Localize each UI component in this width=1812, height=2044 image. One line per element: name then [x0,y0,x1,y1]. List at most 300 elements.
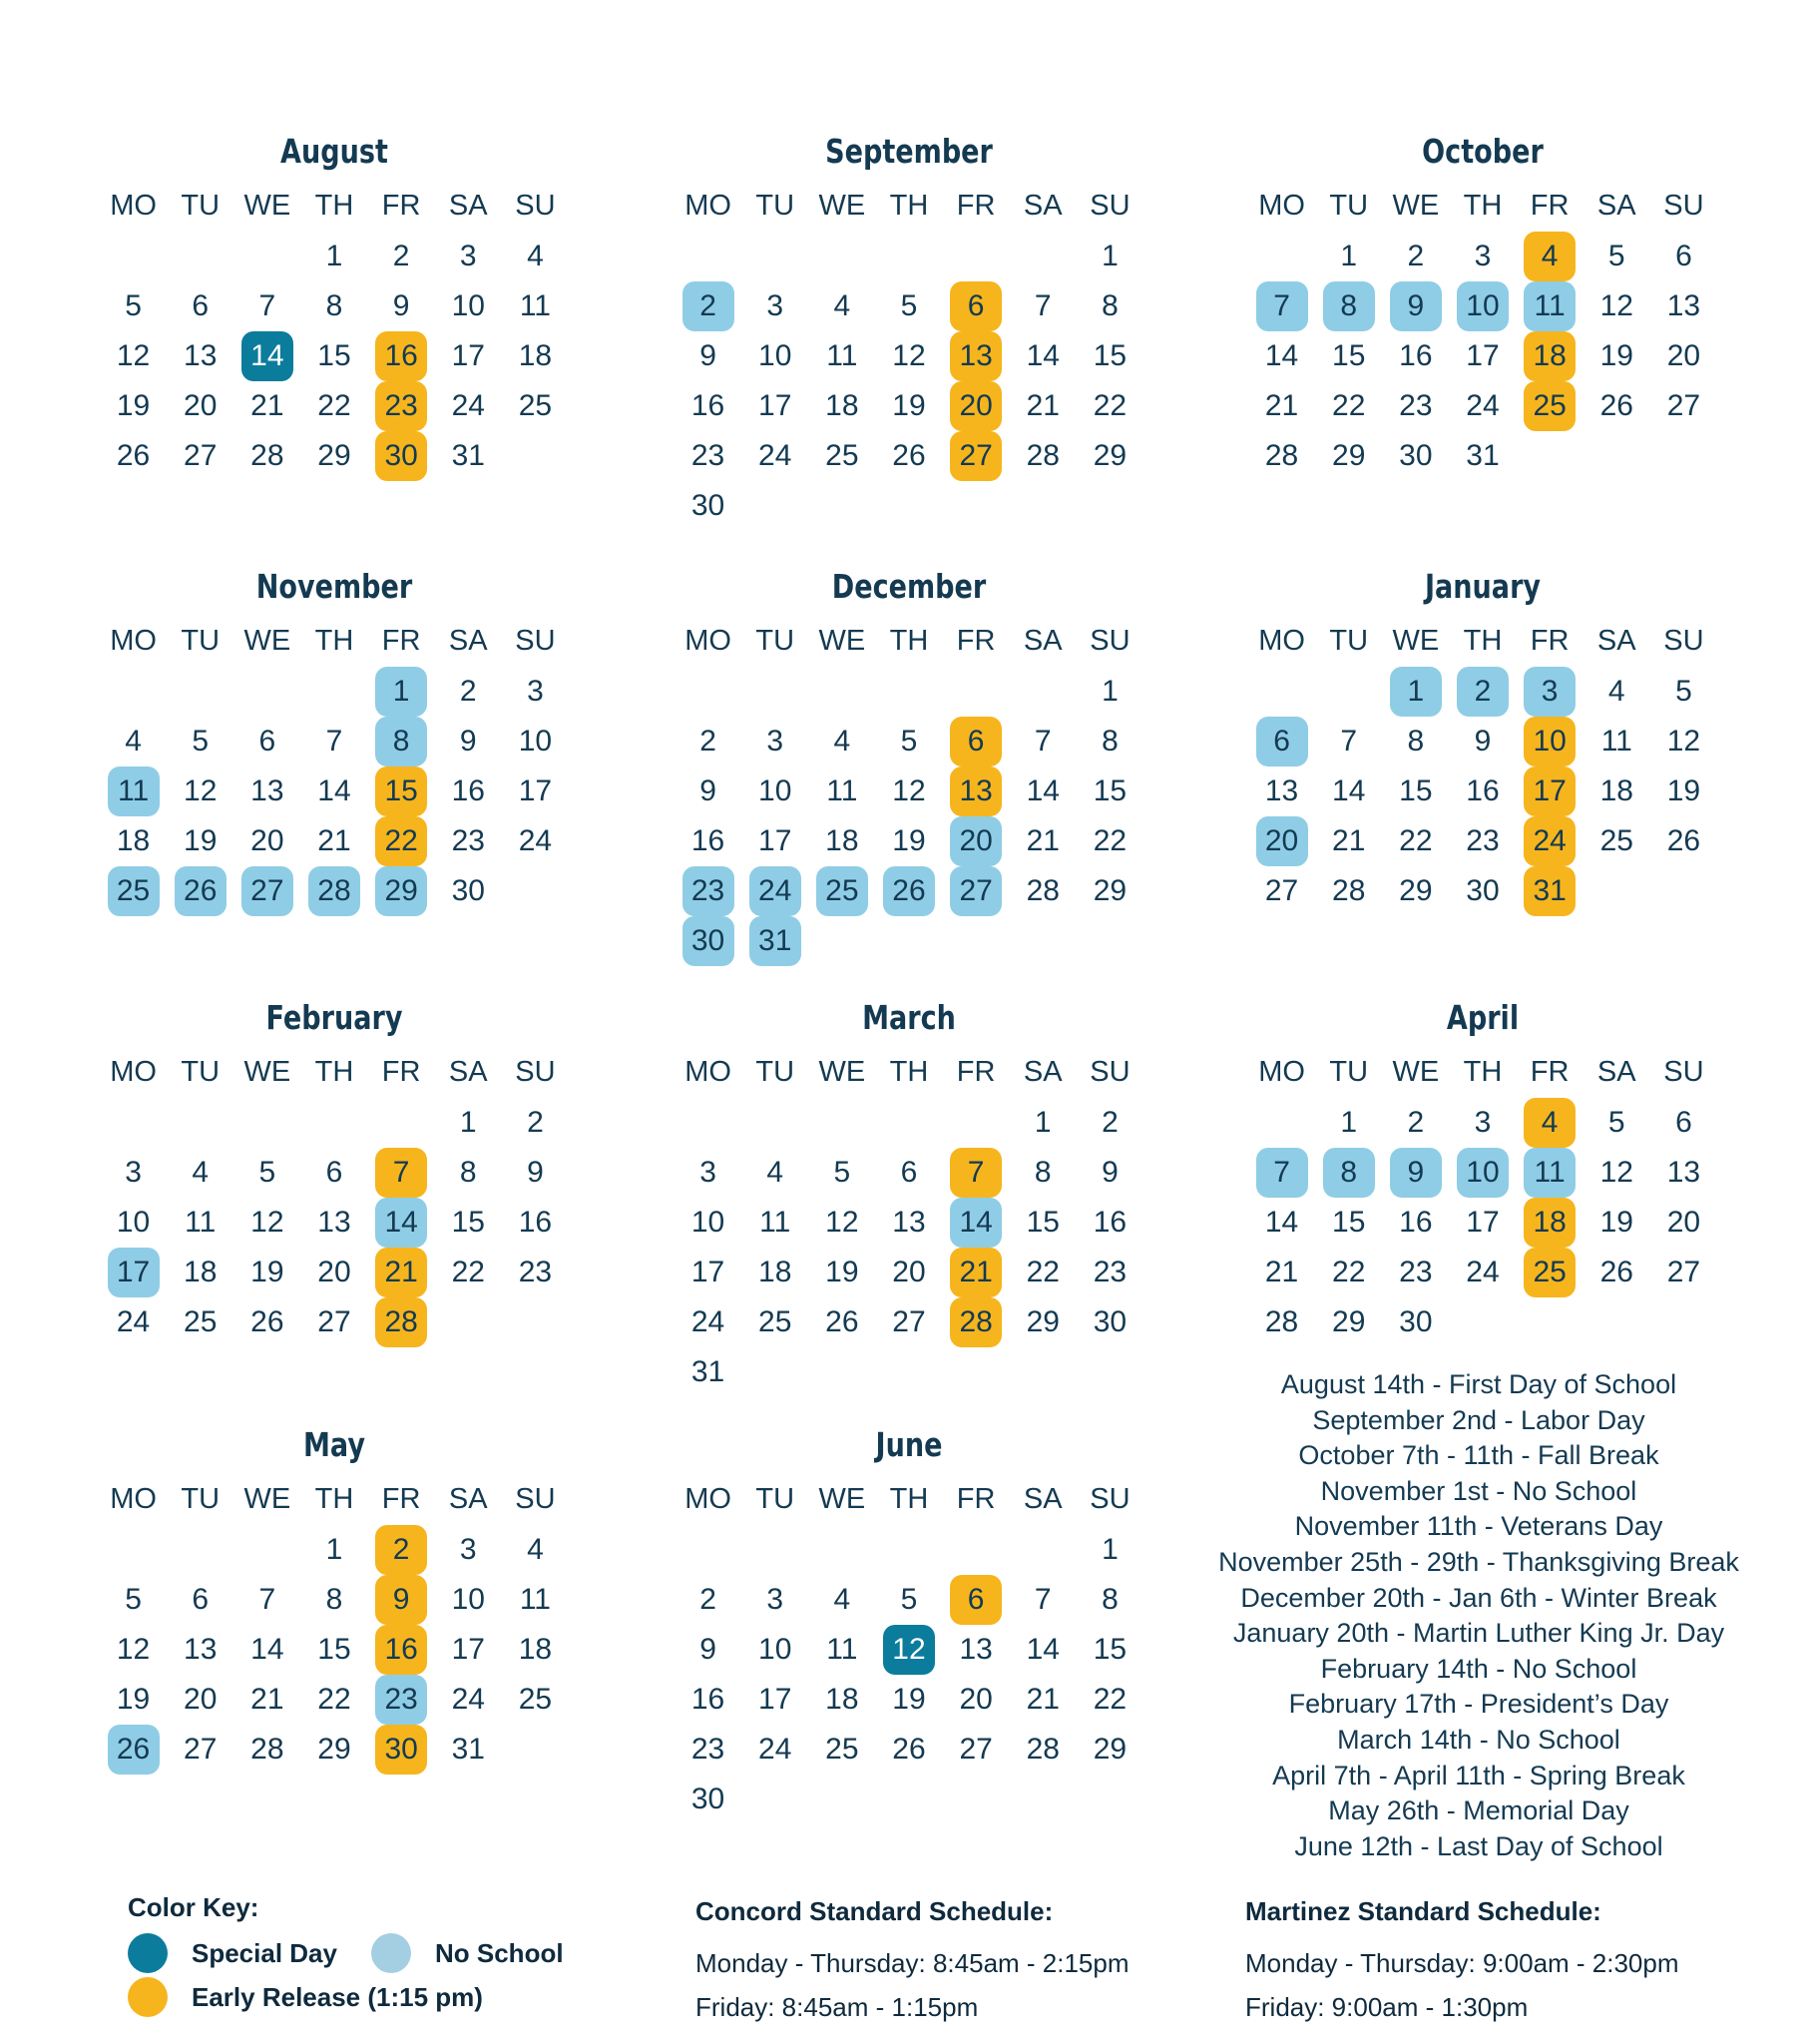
day-number: 2 [392,240,410,272]
empty-cell [1010,1525,1077,1575]
day-cell [300,1725,367,1775]
weekday-header: SU [1090,1056,1131,1088]
weekday-header: TU [755,190,795,222]
day-number: 29 [1399,874,1433,907]
day-cell [167,1198,233,1248]
day-cell [808,1625,875,1675]
day-number: 4 [766,1156,784,1189]
day-cell [1077,1297,1143,1347]
day-cell [300,1297,367,1347]
day-noschool: 17 [108,1248,160,1297]
empty-cell [1248,232,1315,281]
weekday-header: TU [1329,190,1369,222]
day-cell [875,1575,942,1625]
day-noschool: 11 [1524,281,1576,331]
day-cell [100,331,167,381]
day-cell [1449,1198,1516,1248]
day-number: 12 [116,339,151,372]
day-number: 1 [1102,675,1119,708]
martinez-friday-hours: Friday: 9:00am - 1:30pm [1245,1992,1529,2022]
day-cell [1584,1148,1650,1198]
empty-cell [167,1098,233,1148]
day-number: 29 [1026,1305,1060,1338]
concord-weekday-hours: Monday - Thursday: 8:45am - 2:15pm [695,1948,1130,1978]
no-school-label: No School [435,1937,564,1968]
day-cell [233,381,300,431]
day-cell [808,866,875,916]
day-noschool: 9 [1390,281,1442,331]
day-number: 7 [1034,1583,1052,1616]
weekday-header: MO [1258,625,1305,657]
day-cell [1315,766,1382,816]
day-cell [435,1575,502,1625]
day-cell [943,1675,1010,1725]
day-number: 28 [1026,874,1060,907]
weekday-header: SA [1596,1056,1636,1088]
day-cell [808,331,875,381]
weekday-header: SU [1090,625,1131,657]
day-number: 13 [250,774,284,807]
weekday-header: MO [1258,1056,1305,1088]
day-number: 12 [184,774,218,807]
day-number: 10 [116,1206,151,1239]
day-number: 6 [325,1156,343,1189]
day-cell [1315,232,1382,281]
day-number: 27 [959,1733,993,1766]
day-cell [875,816,942,866]
day-number: 18 [758,1256,792,1288]
day-cell [368,816,435,866]
day-cell [875,1725,942,1775]
day-number: 27 [317,1305,351,1338]
weekday-header: TU [181,1056,221,1088]
day-cell [233,866,300,916]
important-date-item: June 12th - Last Day of School [1294,1830,1663,1861]
day-cell [1382,1297,1449,1347]
day-early: 15 [375,766,427,816]
day-cell [808,1198,875,1248]
day-number: 27 [1666,1256,1701,1288]
day-cell [1010,331,1077,381]
empty-cell [875,232,942,281]
day-number: 22 [1332,389,1366,422]
weekday-header: SU [515,1483,556,1515]
day-number: 20 [184,389,218,422]
day-cell [435,431,502,481]
day-cell [1077,667,1143,717]
day-cell [1382,717,1449,766]
day-cell [435,667,502,717]
day-number: 16 [451,774,485,807]
day-number: 8 [1102,1583,1119,1616]
day-number: 10 [758,1633,792,1666]
day-cell [300,381,367,431]
day-number: 21 [317,824,351,857]
day-cell [435,1725,502,1775]
day-cell [675,1725,741,1775]
day-number: 29 [1332,439,1366,472]
weekday-header: SU [515,1056,556,1088]
day-cell [167,1725,233,1775]
day-cell [1382,232,1449,281]
day-number: 9 [527,1156,544,1189]
weekday-header: TH [314,625,354,657]
day-noschool: 10 [1457,1148,1509,1198]
month-title: August [280,132,388,171]
day-cell [435,766,502,816]
day-cell [1449,1248,1516,1297]
day-cell [1449,1098,1516,1148]
day-cell [675,1248,741,1297]
day-early: 30 [375,431,427,481]
day-number: 16 [1093,1206,1128,1239]
day-cell [435,717,502,766]
empty-cell [675,1098,741,1148]
day-noschool: 9 [1390,1148,1442,1198]
day-number: 14 [1026,1633,1060,1666]
day-number: 11 [1600,725,1632,758]
day-number: 4 [192,1156,210,1189]
day-number: 13 [959,1633,993,1666]
day-cell [1650,381,1717,431]
day-cell [300,1625,367,1675]
day-cell [1517,281,1584,331]
empty-cell [233,232,300,281]
month-grid [100,615,569,916]
empty-cell [1010,667,1077,717]
day-number: 9 [699,774,716,807]
day-number: 19 [1599,1206,1633,1239]
day-cell [1248,1148,1315,1198]
day-cell [741,816,808,866]
weekday-header: WE [818,1483,866,1515]
day-number: 6 [192,1583,210,1616]
day-noschool: 25 [816,866,868,916]
day-cell [741,381,808,431]
day-number: 4 [833,725,851,758]
day-cell [943,1148,1010,1198]
day-number: 24 [758,439,792,472]
day-cell [1010,1248,1077,1297]
empty-cell [943,667,1010,717]
day-cell [808,1248,875,1297]
day-number: 3 [459,1533,477,1566]
month-title: October [1422,132,1544,171]
month-february [100,990,569,1347]
weekday-header: SU [1663,190,1704,222]
day-cell [368,667,435,717]
day-cell [675,1625,741,1675]
weekday-header: TU [755,625,795,657]
day-cell [435,1248,502,1297]
day-early: 22 [375,816,427,866]
day-cell [1382,1098,1449,1148]
day-cell [1650,717,1717,766]
day-number: 11 [519,1583,551,1616]
day-number: 21 [1264,389,1299,422]
day-number: 13 [184,1633,218,1666]
weekday-header: SA [1023,1056,1063,1088]
weekday-header: TH [889,190,929,222]
day-cell [233,1575,300,1625]
empty-cell [100,232,167,281]
day-number: 29 [1093,1733,1128,1766]
day-number: 9 [699,1633,716,1666]
empty-cell [1248,667,1315,717]
day-cell [875,1198,942,1248]
weekday-header: FR [381,1056,421,1088]
day-cell [1248,1248,1315,1297]
weekday-header: SU [1663,1056,1704,1088]
day-noschool: 23 [375,1675,427,1725]
day-cell [1010,717,1077,766]
day-cell [1517,1098,1584,1148]
day-cell [1650,766,1717,816]
important-date-item: February 14th - No School [1320,1653,1637,1684]
day-cell [741,1148,808,1198]
day-cell [808,431,875,481]
day-number: 2 [459,675,477,708]
day-number: 30 [1466,874,1500,907]
color-key-title: Color Key: [128,1892,259,1922]
day-cell [741,1575,808,1625]
day-number: 10 [758,774,792,807]
day-number: 30 [690,489,725,522]
day-number: 17 [690,1256,725,1288]
weekday-header: FR [1530,190,1570,222]
day-cell [741,1625,808,1675]
day-early: 28 [950,1297,1002,1347]
day-number: 14 [1026,339,1060,372]
empty-cell [675,1525,741,1575]
day-number: 14 [250,1633,284,1666]
day-cell [1382,1198,1449,1248]
empty-cell [675,667,741,717]
day-number: 15 [1093,1633,1128,1666]
day-cell [675,717,741,766]
important-date-item: December 20th - Jan 6th - Winter Break [1240,1582,1717,1613]
day-number: 7 [258,289,276,322]
day-cell [675,481,741,531]
weekday-header: WE [1392,1056,1440,1088]
weekday-header: MO [110,1483,157,1515]
day-number: 30 [1399,1305,1433,1338]
day-cell [675,331,741,381]
day-cell [1248,866,1315,916]
day-number: 20 [317,1256,351,1288]
day-number: 1 [1034,1106,1052,1139]
weekday-header: SA [448,625,488,657]
day-cell [943,1575,1010,1625]
day-cell [300,1675,367,1725]
empty-cell [741,1525,808,1575]
day-number: 5 [125,289,142,322]
weekday-header: MO [110,190,157,222]
day-number: 17 [758,389,792,422]
day-cell [943,1625,1010,1675]
day-cell [300,232,367,281]
day-noschool: 1 [1390,667,1442,717]
day-cell [1315,1198,1382,1248]
day-number: 17 [451,1633,485,1666]
day-number: 24 [1466,389,1500,422]
day-cell [1248,1198,1315,1248]
empty-cell [808,1525,875,1575]
day-number: 27 [1666,389,1701,422]
day-number: 30 [451,874,485,907]
day-cell [1315,331,1382,381]
day-number: 17 [1466,339,1500,372]
day-number: 13 [317,1206,351,1239]
day-number: 28 [1264,1305,1299,1338]
day-cell [233,1198,300,1248]
day-cell [368,1198,435,1248]
day-number: 3 [527,675,544,708]
day-number: 11 [826,774,858,807]
day-number: 25 [184,1305,218,1338]
day-number: 14 [1264,1206,1299,1239]
day-cell [502,1525,569,1575]
day-number: 20 [250,824,284,857]
day-cell [1650,1198,1717,1248]
day-number: 22 [1093,824,1128,857]
day-number: 29 [1093,874,1128,907]
day-noschool: 26 [175,866,226,916]
day-cell [1449,667,1516,717]
day-cell [233,1725,300,1775]
day-number: 7 [258,1583,276,1616]
day-cell [1010,1675,1077,1725]
day-early: 16 [375,1625,427,1675]
day-cell [1650,667,1717,717]
day-number: 14 [1026,774,1060,807]
day-cell [943,816,1010,866]
day-early: 9 [375,1575,427,1625]
day-early: 25 [1524,1248,1576,1297]
day-cell [675,1575,741,1625]
month-april [1248,990,1717,1347]
day-cell [502,281,569,331]
weekday-header: SA [1023,625,1063,657]
month-title: January [1424,567,1542,606]
weekday-header: FR [956,1483,996,1515]
day-noschool: 1 [375,667,427,717]
day-number: 4 [527,1533,544,1566]
day-cell [1010,1148,1077,1198]
day-cell [741,717,808,766]
day-noschool: 14 [375,1198,427,1248]
day-cell [167,717,233,766]
empty-cell [233,1525,300,1575]
day-noschool: 14 [950,1198,1002,1248]
day-number: 11 [759,1206,791,1239]
day-number: 8 [1407,725,1425,758]
day-cell [1248,281,1315,331]
day-early: 24 [1524,816,1576,866]
weekday-header: WE [818,1056,866,1088]
day-number: 15 [317,339,351,372]
day-number: 6 [900,1156,918,1189]
day-cell [675,816,741,866]
martinez-schedule-title: Martinez Standard Schedule: [1245,1896,1601,1926]
day-number: 21 [1332,824,1366,857]
day-cell [435,331,502,381]
empty-cell [233,1098,300,1148]
day-cell [808,717,875,766]
day-cell [1010,866,1077,916]
day-cell [300,816,367,866]
month-title: April [1446,998,1520,1037]
day-number: 23 [1466,824,1500,857]
day-number: 25 [518,1683,553,1716]
day-cell [502,717,569,766]
day-cell [1584,667,1650,717]
day-cell [167,1248,233,1297]
day-cell [1315,281,1382,331]
day-cell [675,1297,741,1347]
day-cell [1077,1675,1143,1725]
day-cell [1449,816,1516,866]
day-number: 23 [1093,1256,1128,1288]
day-noschool: 8 [1323,281,1375,331]
day-number: 5 [900,725,918,758]
day-cell [167,381,233,431]
day-cell [368,1575,435,1625]
weekday-header: SA [448,1483,488,1515]
day-number: 25 [758,1305,792,1338]
day-noschool: 27 [950,866,1002,916]
day-number: 9 [1474,725,1492,758]
martinez-weekday-hours: Monday - Thursday: 9:00am - 2:30pm [1245,1948,1679,1978]
day-number: 25 [1599,824,1633,857]
day-cell [943,431,1010,481]
day-early: 28 [375,1297,427,1347]
day-number: 20 [959,1683,993,1716]
day-cell [1382,1148,1449,1198]
day-cell [300,1525,367,1575]
weekday-header: SU [1090,190,1131,222]
day-cell [875,717,942,766]
day-cell [943,1725,1010,1775]
day-cell [943,1198,1010,1248]
day-early: 16 [375,331,427,381]
weekday-header: TH [314,1056,354,1088]
weekday-header: MO [684,1483,731,1515]
day-cell [741,1198,808,1248]
month-october [1248,124,1717,481]
day-cell [300,331,367,381]
day-number: 22 [317,1683,351,1716]
day-cell [300,766,367,816]
early-release-swatch-icon [128,1977,168,2017]
day-cell [368,381,435,431]
day-number: 2 [699,725,716,758]
day-number: 16 [690,389,725,422]
day-cell [741,866,808,916]
day-cell [875,281,942,331]
empty-cell [943,232,1010,281]
day-number: 17 [1466,1206,1500,1239]
weekday-header: MO [110,1056,157,1088]
empty-cell [233,667,300,717]
day-cell [1382,766,1449,816]
day-cell [1248,331,1315,381]
day-cell [233,1148,300,1198]
day-cell [100,1248,167,1297]
day-number: 19 [892,824,926,857]
weekday-header: MO [1258,190,1305,222]
day-cell [675,866,741,916]
